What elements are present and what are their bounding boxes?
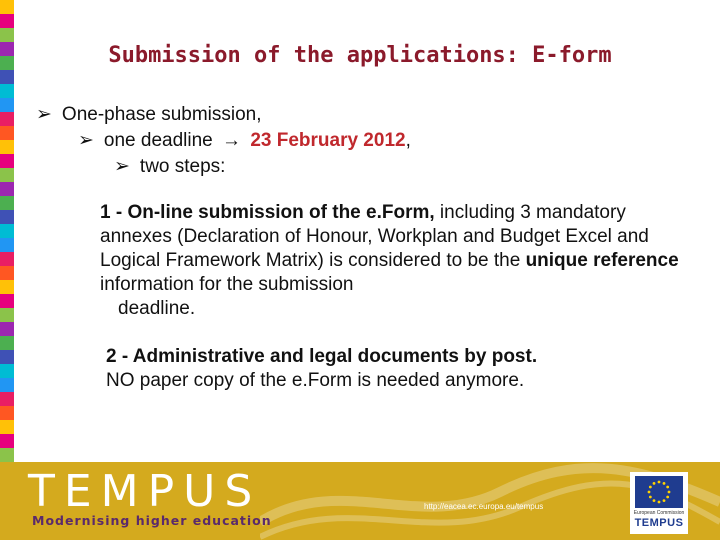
eu-star — [658, 481, 661, 484]
deadline-comma: , — [405, 130, 411, 151]
eu-tempus-text: TEMPUS — [634, 517, 684, 529]
strip-square — [0, 112, 14, 126]
bullet-deadline — [78, 129, 411, 152]
strip-square — [0, 252, 14, 266]
eu-star — [653, 499, 656, 502]
bullet-one-phase-text: One-phase submission, — [61, 104, 262, 125]
eu-star — [649, 496, 652, 499]
strip-square — [0, 84, 14, 98]
bullet-arrow-icon: ➢ — [78, 130, 94, 151]
step-two-paragraph — [106, 345, 686, 393]
strip-square — [0, 378, 14, 392]
strip-square — [0, 266, 14, 280]
bullet-one-phase — [36, 103, 262, 126]
eu-star — [666, 496, 669, 499]
bullet-deadline-text: one deadline — [103, 130, 213, 151]
step-one-text-a: including 3 mandatory annexes (Declaration of Honour, Workplan and Budget Excel and Logical Framework Matrix) is considered to be the — [100, 202, 649, 271]
eu-tempus-logo — [630, 472, 688, 534]
step-one-text-c: deadline. — [118, 298, 196, 319]
strip-square — [0, 126, 14, 140]
strip-square — [0, 280, 14, 294]
strip-square — [0, 294, 14, 308]
slide-title: Submission of the applications: E-form — [108, 43, 612, 68]
tempus-url-link[interactable]: http://eacea.ec.europa.eu/tempus — [424, 502, 544, 511]
strip-square — [0, 434, 14, 448]
strip-square — [0, 448, 14, 462]
bullet-arrow-icon: ➢ — [114, 156, 130, 177]
eu-star — [648, 491, 651, 494]
footer-banner — [0, 462, 720, 540]
right-arrow-icon: → — [222, 130, 242, 151]
tempus-logo: TEMPUS — [28, 466, 262, 517]
step-one-emphasis: unique reference — [525, 250, 679, 271]
strip-square — [0, 406, 14, 420]
strip-square — [0, 196, 14, 210]
step-one-paragraph — [100, 201, 680, 321]
strip-square — [0, 336, 14, 350]
step-two-lead: 2 - Administrative and legal documents by post. — [106, 346, 538, 367]
eu-flag-icon — [635, 476, 683, 508]
bullet-arrow-icon: ➢ — [36, 104, 52, 125]
eu-star — [663, 499, 666, 502]
strip-square — [0, 182, 14, 196]
strip-square — [0, 168, 14, 182]
strip-square — [0, 154, 14, 168]
eu-star — [663, 482, 666, 485]
strip-square — [0, 210, 14, 224]
strip-square — [0, 14, 14, 28]
eu-star — [653, 482, 656, 485]
strip-square — [0, 420, 14, 434]
strip-square — [0, 364, 14, 378]
strip-square — [0, 322, 14, 336]
eu-caption: European Commission — [633, 510, 685, 516]
deadline-date: 23 February 2012 — [250, 130, 406, 151]
strip-square — [0, 308, 14, 322]
strip-square — [0, 392, 14, 406]
step-two-text: NO paper copy of the e.Form is needed anymore. — [106, 370, 525, 391]
bullet-two-steps — [114, 155, 225, 178]
strip-square — [0, 98, 14, 112]
step-one-text-b: information for the submission — [100, 274, 354, 295]
strip-square — [0, 0, 14, 14]
bullet-two-steps-text: two steps: — [139, 156, 226, 177]
eu-star — [649, 486, 652, 489]
tempus-tagline: Modernising higher education — [32, 513, 272, 528]
eu-star — [658, 501, 661, 504]
eu-star — [666, 486, 669, 489]
strip-square — [0, 224, 14, 238]
strip-square — [0, 350, 14, 364]
strip-square — [0, 70, 14, 84]
color-strip — [0, 0, 14, 462]
eu-star — [668, 491, 671, 494]
strip-square — [0, 238, 14, 252]
strip-square — [0, 140, 14, 154]
step-one-lead: 1 - On-line submission of the e.Form, — [100, 202, 435, 223]
strip-square — [0, 28, 14, 42]
